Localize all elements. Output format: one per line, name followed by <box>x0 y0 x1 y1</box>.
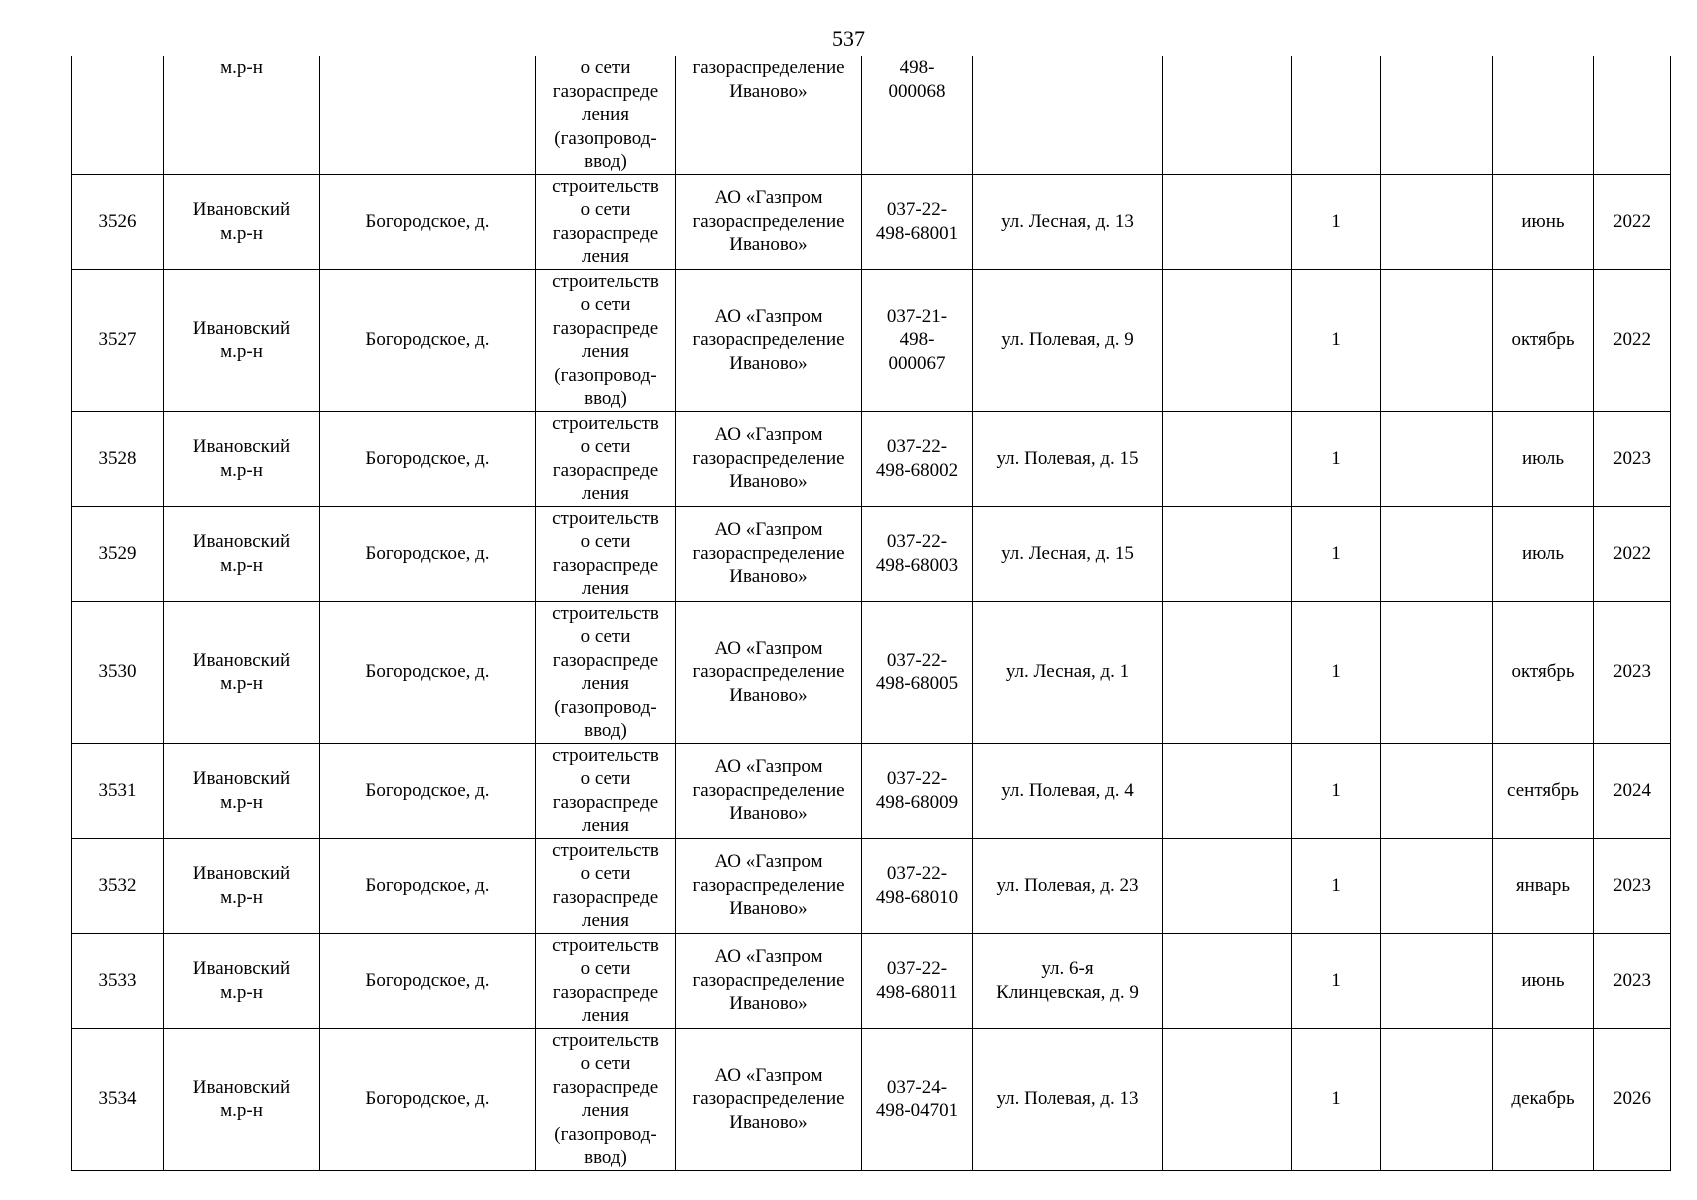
cell-work-type: строительств о сети газораспреде ления <box>536 933 676 1028</box>
cell-settlement: Богородское, д. <box>320 601 536 743</box>
cell-work-type: строительств о сети газораспреде ления <box>536 174 676 269</box>
cell-address: ул. 6-я Клинцевская, д. 9 <box>973 933 1163 1028</box>
cell-quantity: 1 <box>1292 174 1381 269</box>
cell-year: 2023 <box>1594 838 1671 933</box>
cell-empty-a <box>1163 1028 1292 1170</box>
cell-settlement: Богородское, д. <box>320 743 536 838</box>
cell-num: 3533 <box>72 933 164 1028</box>
cell-settlement: Богородское, д. <box>320 506 536 601</box>
cell-num: 3534 <box>72 1028 164 1170</box>
cell-empty-a <box>1163 506 1292 601</box>
cell-address: ул. Лесная, д. 13 <box>973 174 1163 269</box>
cell-district: Ивановский м.р-н <box>164 411 320 506</box>
cell-empty-a <box>1163 269 1292 411</box>
cell-month: июнь <box>1493 174 1594 269</box>
cell-code: 037-22- 498-68009 <box>862 743 973 838</box>
cell-empty-a <box>1163 743 1292 838</box>
cell-settlement: Богородское, д. <box>320 411 536 506</box>
cell-district: Ивановский м.р-н <box>164 269 320 411</box>
cell-empty-b <box>1381 743 1493 838</box>
cell-code: 037-22- 498-68005 <box>862 601 973 743</box>
cell-code: 037-22- 498-68010 <box>862 838 973 933</box>
cell-address: ул. Лесная, д. 15 <box>973 506 1163 601</box>
cell-quantity <box>1292 56 1381 174</box>
cell-work-type: строительств о сети газораспреде ления (газопровод- ввод) <box>536 1028 676 1170</box>
cell-year: 2023 <box>1594 601 1671 743</box>
cell-district: Ивановский м.р-н <box>164 838 320 933</box>
cell-num: 3527 <box>72 269 164 411</box>
cell-organization: АО «Газпром газораспределение Иваново» <box>676 743 862 838</box>
cell-empty-b <box>1381 411 1493 506</box>
cell-settlement: Богородское, д. <box>320 269 536 411</box>
cell-empty-b <box>1381 269 1493 411</box>
cell-district: Ивановский м.р-н <box>164 506 320 601</box>
cell-empty-b <box>1381 838 1493 933</box>
table-row <box>72 506 1671 601</box>
cell-month: июль <box>1493 506 1594 601</box>
cell-year: 2022 <box>1594 174 1671 269</box>
cell-address: ул. Полевая, д. 23 <box>973 838 1163 933</box>
cell-month: сентябрь <box>1493 743 1594 838</box>
cell-year: 2026 <box>1594 1028 1671 1170</box>
cell-code: 498- 000068 <box>862 56 973 174</box>
page-number: 537 <box>832 26 865 51</box>
cell-empty-a <box>1163 933 1292 1028</box>
cell-num: 3528 <box>72 411 164 506</box>
cell-organization: АО «Газпром газораспределение Иваново» <box>676 174 862 269</box>
cell-quantity: 1 <box>1292 506 1381 601</box>
cell-empty-b <box>1381 56 1493 174</box>
cell-settlement: Богородское, д. <box>320 838 536 933</box>
cell-month: декабрь <box>1493 1028 1594 1170</box>
cell-year: 2023 <box>1594 411 1671 506</box>
cell-district: Ивановский м.р-н <box>164 174 320 269</box>
cell-quantity: 1 <box>1292 411 1381 506</box>
cell-empty-b <box>1381 1028 1493 1170</box>
cell-district: Ивановский м.р-н <box>164 1028 320 1170</box>
gas-network-registry-table <box>71 56 1671 1171</box>
cell-quantity: 1 <box>1292 269 1381 411</box>
cell-address: ул. Полевая, д. 9 <box>973 269 1163 411</box>
cell-empty-b <box>1381 174 1493 269</box>
cell-organization: АО «Газпром газораспределение Иваново» <box>676 269 862 411</box>
cell-month: октябрь <box>1493 269 1594 411</box>
cell-num: 3531 <box>72 743 164 838</box>
cell-num: 3526 <box>72 174 164 269</box>
cell-address: ул. Полевая, д. 13 <box>973 1028 1163 1170</box>
cell-empty-a <box>1163 838 1292 933</box>
cell-quantity: 1 <box>1292 838 1381 933</box>
cell-code: 037-24- 498-04701 <box>862 1028 973 1170</box>
cell-code: 037-21- 498- 000067 <box>862 269 973 411</box>
cell-organization: АО «Газпром газораспределение Иваново» <box>676 411 862 506</box>
table-row <box>72 933 1671 1028</box>
cell-empty-a <box>1163 174 1292 269</box>
cell-quantity: 1 <box>1292 601 1381 743</box>
table-row <box>72 601 1671 743</box>
cell-settlement: Богородское, д. <box>320 174 536 269</box>
cell-quantity: 1 <box>1292 1028 1381 1170</box>
cell-empty-a <box>1163 56 1292 174</box>
cell-work-type: строительств о сети газораспреде ления (газопровод- ввод) <box>536 269 676 411</box>
cell-code: 037-22- 498-68002 <box>862 411 973 506</box>
table-row <box>72 174 1671 269</box>
cell-address: ул. Полевая, д. 4 <box>973 743 1163 838</box>
cell-empty-b <box>1381 601 1493 743</box>
cell-settlement: Богородское, д. <box>320 1028 536 1170</box>
cell-empty-b <box>1381 506 1493 601</box>
cell-num: 3530 <box>72 601 164 743</box>
cell-year: 2024 <box>1594 743 1671 838</box>
cell-organization: АО «Газпром газораспределение Иваново» <box>676 1028 862 1170</box>
cell-district: Ивановский м.р-н <box>164 743 320 838</box>
cell-address <box>973 56 1163 174</box>
cell-year <box>1594 56 1671 174</box>
cell-organization: АО «Газпром газораспределение Иваново» <box>676 838 862 933</box>
cell-month <box>1493 56 1594 174</box>
cell-month: июль <box>1493 411 1594 506</box>
table-row <box>72 411 1671 506</box>
cell-work-type: строительств о сети газораспреде ления <box>536 506 676 601</box>
cell-organization: АО «Газпром газораспределение Иваново» <box>676 933 862 1028</box>
cell-month: июнь <box>1493 933 1594 1028</box>
cell-settlement <box>320 56 536 174</box>
cell-district: Ивановский м.р-н <box>164 933 320 1028</box>
table-body <box>72 56 1671 1170</box>
cell-empty-a <box>1163 411 1292 506</box>
cell-code: 037-22- 498-68011 <box>862 933 973 1028</box>
table-row <box>72 269 1671 411</box>
cell-district: м.р-н <box>164 56 320 174</box>
cell-work-type: строительств о сети газораспреде ления <box>536 743 676 838</box>
cell-month: январь <box>1493 838 1594 933</box>
cell-work-type: строительств о сети газораспреде ления (газопровод- ввод) <box>536 601 676 743</box>
cell-num: 3532 <box>72 838 164 933</box>
table-row <box>72 838 1671 933</box>
cell-organization: газораспределение Иваново» <box>676 56 862 174</box>
cell-quantity: 1 <box>1292 743 1381 838</box>
table-row <box>72 743 1671 838</box>
cell-code: 037-22- 498-68003 <box>862 506 973 601</box>
cell-month: октябрь <box>1493 601 1594 743</box>
cell-num: 3529 <box>72 506 164 601</box>
cell-address: ул. Полевая, д. 15 <box>973 411 1163 506</box>
cell-district: Ивановский м.р-н <box>164 601 320 743</box>
cell-year: 2022 <box>1594 269 1671 411</box>
cell-code: 037-22- 498-68001 <box>862 174 973 269</box>
cell-year: 2022 <box>1594 506 1671 601</box>
cell-quantity: 1 <box>1292 933 1381 1028</box>
cell-work-type: строительств о сети газораспреде ления <box>536 411 676 506</box>
cell-empty-b <box>1381 933 1493 1028</box>
cell-work-type: строительств о сети газораспреде ления <box>536 838 676 933</box>
cell-work-type: о сети газораспреде ления (газопровод- ввод) <box>536 56 676 174</box>
cell-empty-a <box>1163 601 1292 743</box>
continuation-row <box>72 56 1671 174</box>
table-row <box>72 1028 1671 1170</box>
cell-organization: АО «Газпром газораспределение Иваново» <box>676 601 862 743</box>
cell-settlement: Богородское, д. <box>320 933 536 1028</box>
cell-num <box>72 56 164 174</box>
cell-address: ул. Лесная, д. 1 <box>973 601 1163 743</box>
cell-organization: АО «Газпром газораспределение Иваново» <box>676 506 862 601</box>
cell-year: 2023 <box>1594 933 1671 1028</box>
